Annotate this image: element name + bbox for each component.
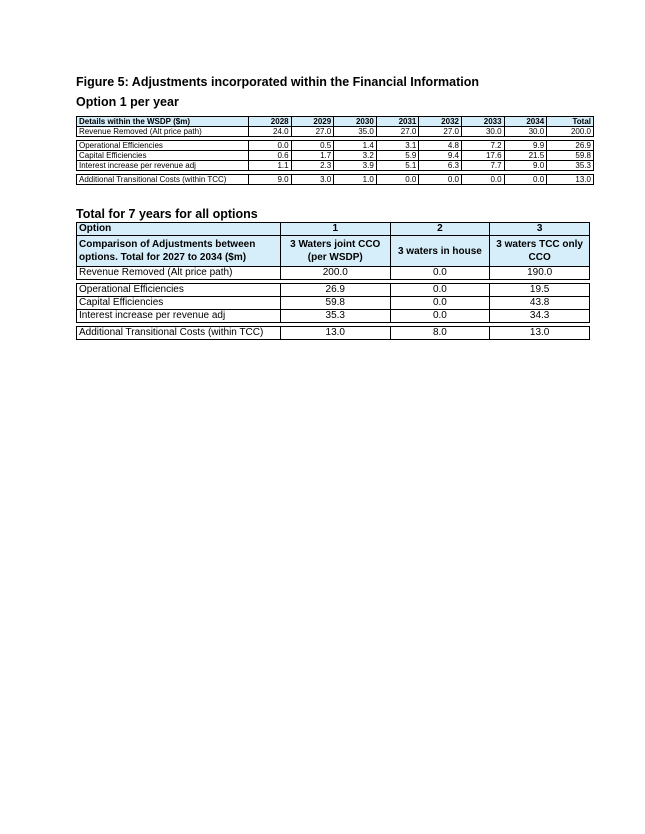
- table-row: [77, 175, 594, 185]
- table-cell: 7.2: [461, 141, 504, 151]
- column-header: 2030: [334, 117, 377, 127]
- row-label: Revenue Removed (Alt price path): [77, 267, 281, 280]
- table-row: [77, 284, 590, 297]
- table-cell: 30.0: [461, 127, 504, 137]
- table-cell: 0.0: [390, 267, 490, 280]
- totals-table: [76, 222, 590, 340]
- table-cell: 59.8: [280, 297, 390, 310]
- table-row: [77, 127, 594, 137]
- totals-title: Total for 7 years for all options: [76, 207, 258, 221]
- table-row: [77, 151, 594, 161]
- table-cell: 35.3: [547, 161, 594, 171]
- table-cell: 9.0: [249, 175, 292, 185]
- table-cell: 0.0: [390, 310, 490, 323]
- table-cell: 21.5: [504, 151, 547, 161]
- table-row: [77, 161, 594, 171]
- table-row: [77, 141, 594, 151]
- column-header: 3: [490, 223, 590, 236]
- figure-title: Figure 5: Adjustments incorporated within the Financial Information: [76, 75, 480, 89]
- table-cell: 3.0: [291, 175, 334, 185]
- table-cell: 0.0: [419, 175, 462, 185]
- table-cell: 3.9: [334, 161, 377, 171]
- table-row: [77, 267, 590, 280]
- table-cell: 26.9: [280, 284, 390, 297]
- table-cell: 0.0: [249, 141, 292, 151]
- row-label: Capital Efficiencies: [77, 151, 249, 161]
- row-label: Interest increase per revenue adj: [77, 161, 249, 171]
- column-header: Details within the WSDP ($m): [77, 117, 249, 127]
- column-header: 2: [390, 223, 490, 236]
- table-cell: 0.0: [461, 175, 504, 185]
- table-cell: 13.0: [547, 175, 594, 185]
- table-cell: 190.0: [490, 267, 590, 280]
- column-header: 2031: [376, 117, 419, 127]
- table-cell: 30.0: [504, 127, 547, 137]
- column-header: 2032: [419, 117, 462, 127]
- table-cell: 1.0: [334, 175, 377, 185]
- table-row: [77, 327, 590, 340]
- table-cell: 17.6: [461, 151, 504, 161]
- table-cell: 24.0: [249, 127, 292, 137]
- table-cell: 59.8: [547, 151, 594, 161]
- table-cell: 27.0: [376, 127, 419, 137]
- table-cell: 27.0: [419, 127, 462, 137]
- column-header: 1: [280, 223, 390, 236]
- column-header: 2034: [504, 117, 547, 127]
- table-cell: 3.2: [334, 151, 377, 161]
- table-cell: 2.3: [291, 161, 334, 171]
- table-cell: 0.0: [504, 175, 547, 185]
- table-cell: 13.0: [280, 327, 390, 340]
- table-cell: 4.8: [419, 141, 462, 151]
- table-row: [77, 297, 590, 310]
- option-name: 3 waters in house: [390, 236, 490, 267]
- table-row: [77, 310, 590, 323]
- table-cell: 26.9: [547, 141, 594, 151]
- comparison-description: Comparison of Adjustments between options. Total for 2027 to 2034 ($m): [77, 236, 281, 267]
- table-cell: 13.0: [490, 327, 590, 340]
- row-label: Interest increase per revenue adj: [77, 310, 281, 323]
- column-header: 2028: [249, 117, 292, 127]
- column-header: 2029: [291, 117, 334, 127]
- column-header: Option: [77, 223, 281, 236]
- table-header-row: [77, 117, 594, 127]
- table-description-row: [77, 236, 590, 267]
- row-label: Revenue Removed (Alt price path): [77, 127, 249, 137]
- table-cell: 5.1: [376, 161, 419, 171]
- option-name: 3 Waters joint CCO (per WSDP): [280, 236, 390, 267]
- row-label: Operational Efficiencies: [77, 141, 249, 151]
- table-header-row: [77, 223, 590, 236]
- table-cell: 5.9: [376, 151, 419, 161]
- table-cell: 27.0: [291, 127, 334, 137]
- table-cell: 200.0: [547, 127, 594, 137]
- row-label: Operational Efficiencies: [77, 284, 281, 297]
- table-cell: 0.0: [390, 284, 490, 297]
- table-cell: 34.3: [490, 310, 590, 323]
- table-cell: 43.8: [490, 297, 590, 310]
- table-cell: 8.0: [390, 327, 490, 340]
- row-label: Capital Efficiencies: [77, 297, 281, 310]
- table-cell: 3.1: [376, 141, 419, 151]
- table-cell: 0.6: [249, 151, 292, 161]
- table-cell: 0.5: [291, 141, 334, 151]
- option1-table: [76, 116, 594, 185]
- row-label: Additional Transitional Costs (within TCC): [77, 327, 281, 340]
- table-cell: 35.3: [280, 310, 390, 323]
- table-cell: 9.9: [504, 141, 547, 151]
- table-cell: 6.3: [419, 161, 462, 171]
- option1-title: Option 1 per year: [76, 95, 179, 109]
- table-cell: 0.0: [376, 175, 419, 185]
- table-cell: 7.7: [461, 161, 504, 171]
- table-cell: 35.0: [334, 127, 377, 137]
- table-cell: 1.4: [334, 141, 377, 151]
- option-name: 3 waters TCC only CCO: [490, 236, 590, 267]
- table-cell: 1.1: [249, 161, 292, 171]
- table-cell: 9.0: [504, 161, 547, 171]
- table-cell: 1.7: [291, 151, 334, 161]
- table-cell: 9.4: [419, 151, 462, 161]
- column-header: 2033: [461, 117, 504, 127]
- row-label: Additional Transitional Costs (within TCC): [77, 175, 249, 185]
- table-cell: 19.5: [490, 284, 590, 297]
- column-header: Total: [547, 117, 594, 127]
- table-cell: 0.0: [390, 297, 490, 310]
- table-cell: 200.0: [280, 267, 390, 280]
